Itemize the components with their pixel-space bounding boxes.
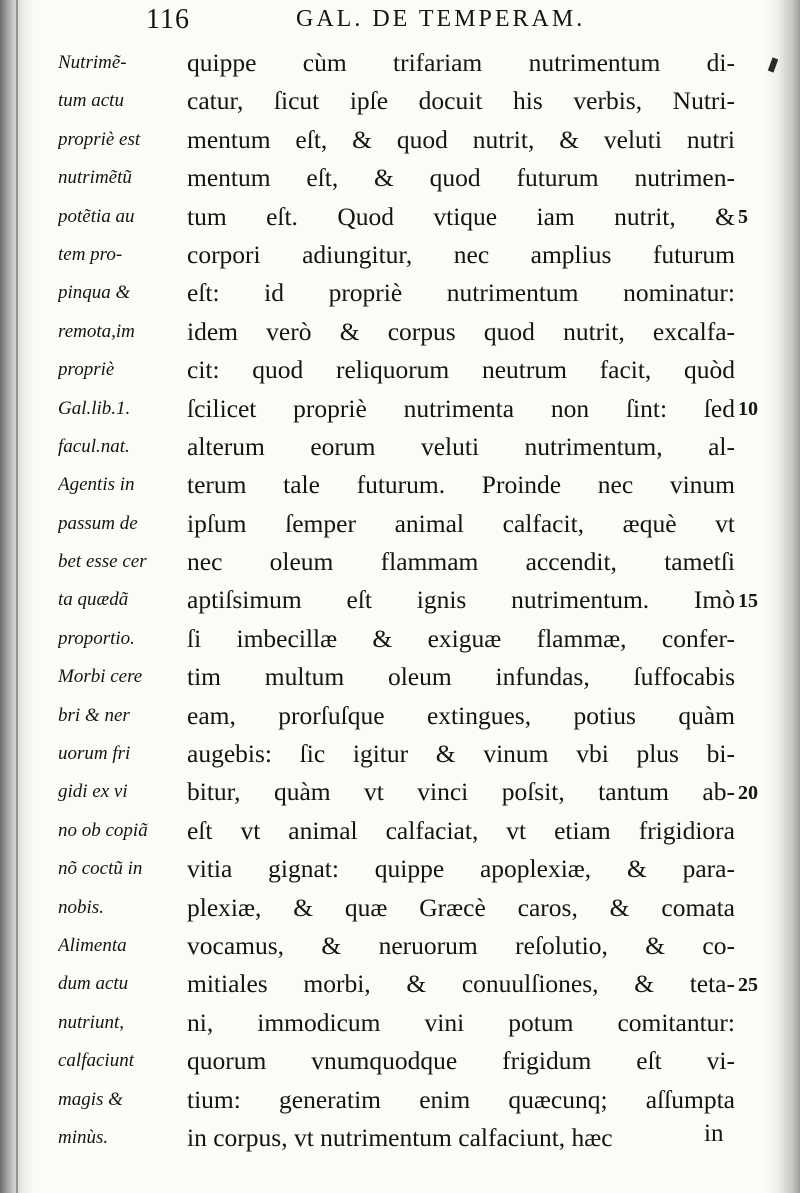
margin-note: nutrimẽtũ <box>58 167 132 189</box>
margin-note: tem pro- <box>58 243 123 265</box>
margin-notes <box>58 44 180 1157</box>
text-line: vocamus, & neruorum reſolutio, & co- <box>187 930 735 960</box>
line-number: 5 <box>738 205 748 228</box>
text-line: vitia gignat: quippe apoplexiæ, & para- <box>187 854 735 884</box>
text-line: quippe cùm trifariam nutrimentum di- <box>187 48 735 77</box>
margin-note: pinqua & <box>58 282 131 304</box>
body-text <box>187 44 735 1157</box>
text-line: mitiales morbi, & conuulſiones, & teta- <box>187 969 735 999</box>
margin-note: proportio. <box>58 627 135 649</box>
binding-edge <box>16 0 18 1193</box>
text-line: nec oleum flammam accendit, tametſi <box>187 547 735 577</box>
line-number: 25 <box>738 973 758 996</box>
text-line: tium: generatim enim quæcunq; aſſumpta <box>187 1084 735 1114</box>
line-number: 10 <box>738 397 758 420</box>
text-line: alterum eorum veluti nutrimentum, al- <box>187 431 735 461</box>
text-line: cit: quod reliquorum neutrum facit, quòd <box>187 355 735 385</box>
margin-note: bet esse cer <box>58 551 147 573</box>
text-line: aptiſsimum eſt ignis nutrimentum. Imò <box>187 585 735 615</box>
text-line: catur, ſicut ipſe docuit his verbis, Nutri- <box>187 86 735 116</box>
text-line: quorum vnumquodque frigidum eſt vi- <box>187 1046 735 1076</box>
margin-note: tum actu <box>58 90 124 112</box>
margin-note: Agentis in <box>58 474 135 496</box>
margin-note: facul.nat. <box>58 435 130 457</box>
margin-note: nõ coctũ in <box>58 858 143 880</box>
text-line: eſt vt animal calfaciat, vt etiam frigidiora <box>187 815 735 845</box>
text-line: eam, prorſuſque extingues, potius quàm <box>187 700 735 730</box>
text-line: bitur, quàm vt vinci poſsit, tantum ab- <box>187 777 735 807</box>
margin-note: minùs. <box>58 1126 109 1148</box>
margin-note: uorum fri <box>58 743 131 765</box>
text-line: in corpus, vt nutrimentum calfaciunt, hæc <box>187 1122 613 1152</box>
margin-note: propriè est <box>58 128 141 150</box>
page-number: 116 <box>146 4 190 35</box>
text-line: tum eſt. Quod vtique iam nutrit, & <box>187 201 735 231</box>
margin-note: Nutrimẽ- <box>58 52 127 73</box>
text-line: tim multum oleum infundas, ſuffocabis <box>187 662 735 692</box>
margin-note: nutriunt, <box>58 1011 124 1033</box>
margin-note: no ob copiã <box>58 819 148 841</box>
text-line: plexiæ, & quæ Græcè caros, & comata <box>187 892 735 922</box>
catchword: in <box>704 1120 724 1147</box>
margin-note: magis & <box>58 1088 123 1110</box>
text-line: mentum eſt, & quod nutrit, & veluti nutri <box>187 124 735 154</box>
text-line: ſi imbecillæ & exiguæ flammæ, confer- <box>187 623 735 653</box>
page-edge-shadow <box>764 0 800 1193</box>
line-number: 20 <box>738 781 758 804</box>
margin-note: calfaciunt <box>58 1050 134 1072</box>
text-line: augebis: ſic igitur & vinum vbi plus bi- <box>187 739 735 769</box>
margin-note: Alimenta <box>58 934 127 956</box>
margin-note: bri & ner <box>58 704 130 726</box>
margin-note: remota,im <box>58 320 135 342</box>
text-line: mentum eſt, & quod futurum nutrimen- <box>187 163 735 193</box>
text-line: ſcilicet propriè nutrimenta non ſint: ſed <box>187 393 735 423</box>
margin-note: Morbi cere <box>58 666 143 688</box>
text-line: terum tale futurum. Proinde nec vinum <box>187 470 735 500</box>
text-line: corpori adiungitur, nec amplius futurum <box>187 239 735 269</box>
margin-note: propriè <box>58 359 115 381</box>
text-line: ipſum ſemper animal calfacit, æquè vt <box>187 508 735 538</box>
text-line: idem verò & corpus quod nutrit, excalfa- <box>187 316 735 346</box>
margin-note: gidi ex vi <box>58 781 128 803</box>
text-line: ni, immodicum vini potum comitantur: <box>187 1007 735 1037</box>
margin-note: passum de <box>58 512 138 534</box>
margin-note: Gal.lib.1. <box>58 397 131 419</box>
margin-note: potẽtia au <box>58 205 135 227</box>
running-head <box>0 0 800 40</box>
running-title: GAL. DE TEMPERAM. <box>296 6 586 32</box>
margin-note: nobis. <box>58 896 104 918</box>
margin-note: dum actu <box>58 973 129 995</box>
margin-note: ta quædã <box>58 589 129 611</box>
line-number: 15 <box>738 589 758 612</box>
text-line: eſt: id propriè nutrimentum nominatur: <box>187 278 735 308</box>
